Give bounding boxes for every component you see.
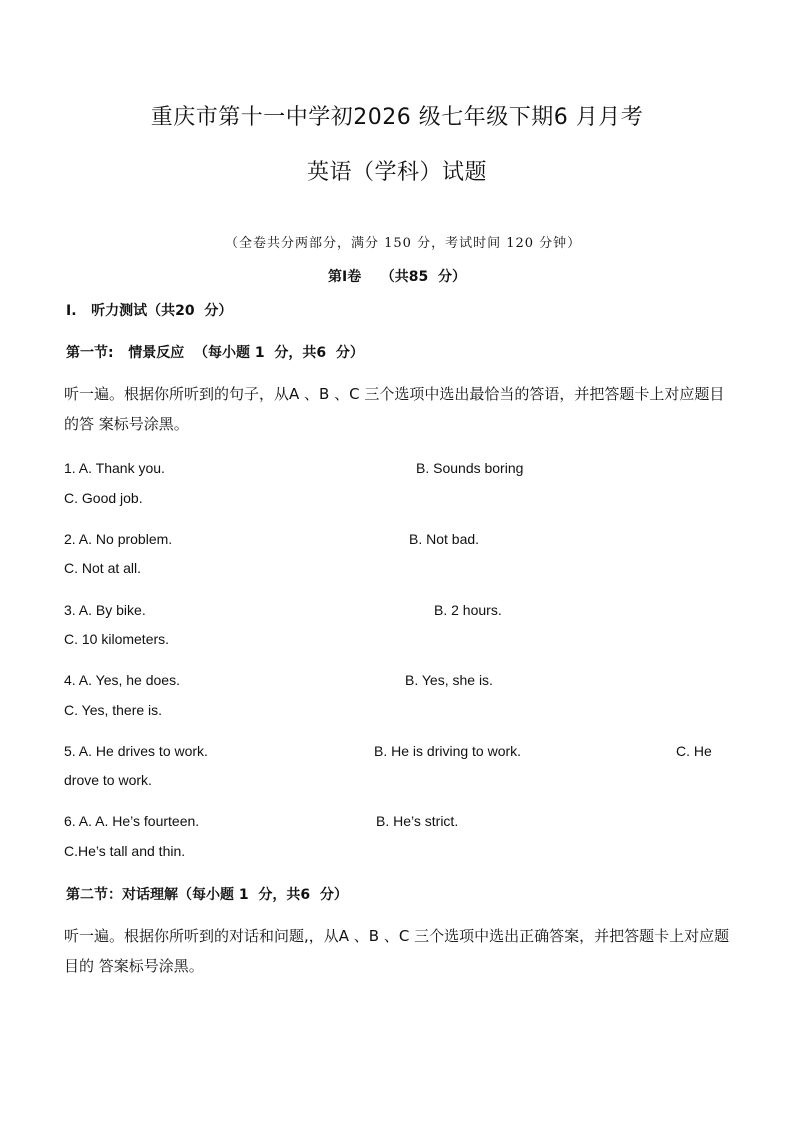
question-6-option-b: B. He’s strict. xyxy=(376,813,459,829)
exam-note: （全卷共分两部分，满分 150 分，考试时间 120 分钟） xyxy=(225,236,582,251)
question-2-option-a: 2. A. No problem. xyxy=(64,531,173,547)
question-5-option-b: B. He is driving to work. xyxy=(374,743,522,759)
section2-instruction: 听一遍。根据你所听到的对话和问题,，从A 、B 、C 三个选项中选出正确答案，并把答题卡上对应题目的 答案标号涂黑。 xyxy=(64,927,730,975)
question-3-option-b: B. 2 hours. xyxy=(434,602,502,618)
section1-heading: 第一节: 情景反应 （每小题 1 分，共6 分） xyxy=(66,345,364,361)
question-3-option-a: 3. A. By bike. xyxy=(64,602,146,618)
question-5-option-c-start: C. He xyxy=(676,743,712,759)
exam-title: 重庆市第十一中学初2026 级七年级下期6 月月考 xyxy=(150,105,644,130)
question-1-option-b: B. Sounds boring xyxy=(416,460,524,476)
section2-heading: 第二节：对话理解（每小题 1 分，共6 分） xyxy=(66,887,348,903)
question-4-option-a: 4. A. Yes, he does. xyxy=(64,672,180,688)
volume-heading: 第Ⅰ卷 （共85 分） xyxy=(328,269,466,285)
question-4-option-c: C. Yes, there is. xyxy=(64,702,163,718)
question-4-option-b: B. Yes, she is. xyxy=(405,672,493,688)
question-6-option-a: 6. A. A. He’s fourteen. xyxy=(64,813,200,829)
question-1-option-a: 1. A. Thank you. xyxy=(64,460,165,476)
question-3-option-c: C. 10 kilometers. xyxy=(64,631,170,647)
section1-instruction: 听一遍。根据你所听到的句子，从A 、B 、C 三个选项中选出最恰当的答语，并把答题卡上对应题目的答 案标号涂黑。 xyxy=(64,385,725,433)
question-6-option-c: C.He’s tall and thin. xyxy=(64,843,186,859)
question-1-option-c: C. Good job. xyxy=(64,490,143,506)
question-2-option-b: B. Not bad. xyxy=(409,531,480,547)
exam-subtitle: 英语（学科）试题 xyxy=(306,160,487,185)
question-5-option-a: 5. A. He drives to work. xyxy=(64,743,208,759)
question-2-option-c: C. Not at all. xyxy=(64,560,142,576)
question-5-option-c-end: drove to work. xyxy=(64,772,152,788)
part1-heading: Ⅰ. 听力测试（共20 分） xyxy=(66,303,233,319)
